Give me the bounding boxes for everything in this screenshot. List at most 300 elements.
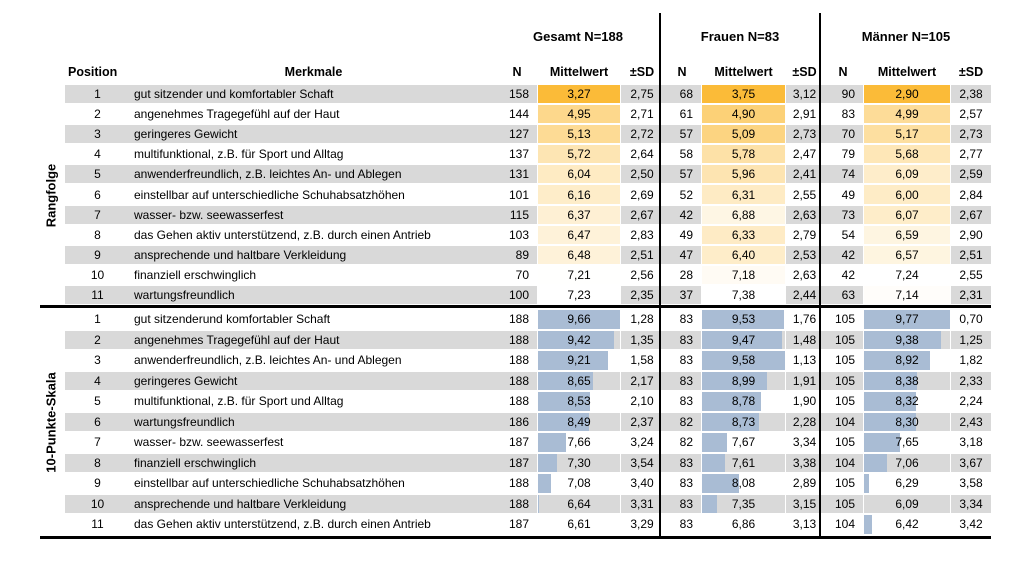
position-cell: 10 bbox=[90, 267, 105, 282]
mittelwert-value: 6,61 bbox=[567, 517, 591, 532]
sd-cell-frauen: 2,63 bbox=[786, 206, 823, 224]
sd-cell-frauen: 2,55 bbox=[792, 187, 817, 202]
mean-data-bar bbox=[702, 454, 725, 473]
n-cell-maenner: 90 bbox=[823, 85, 863, 103]
table-row bbox=[65, 474, 991, 493]
mittelwert-cell-frauen bbox=[701, 145, 786, 163]
mittelwert-cell-maenner bbox=[863, 372, 951, 391]
mittelwert-value: 6,86 bbox=[731, 517, 756, 532]
mittelwert-value: 3,75 bbox=[731, 87, 756, 102]
mittelwert-value: 9,77 bbox=[895, 312, 919, 327]
n-cell-maenner: 105 bbox=[834, 435, 855, 450]
column-header-mittelwert-frauen: Mittelwert bbox=[714, 65, 773, 79]
table-row bbox=[65, 413, 991, 432]
mittelwert-value: 9,58 bbox=[731, 353, 756, 368]
table-row bbox=[65, 310, 991, 329]
mittelwert-value: 8,78 bbox=[731, 394, 756, 409]
mean-data-bar bbox=[864, 474, 869, 493]
n-cell-frauen: 83 bbox=[663, 372, 701, 391]
sd-cell-gesamt: 2,67 bbox=[621, 206, 663, 224]
n-cell-maenner: 105 bbox=[823, 495, 863, 514]
mittelwert-cell-frauen bbox=[701, 286, 786, 304]
merkmal-cell: das Gehen aktiv unterstützend, z.B. durch einen Antrieb bbox=[134, 227, 431, 242]
group-header-maenner: Männer N=105 bbox=[861, 28, 951, 44]
mittelwert-value: 4,99 bbox=[895, 107, 919, 122]
n-cell-gesamt: 158 bbox=[497, 85, 537, 103]
merkmal-cell: ansprechende und haltbare Verkleidung bbox=[130, 495, 497, 514]
n-cell-frauen: 49 bbox=[679, 227, 693, 242]
mittelwert-cell-maenner bbox=[863, 474, 951, 493]
sd-cell-frauen: 2,44 bbox=[786, 286, 823, 304]
mittelwert-cell-gesamt bbox=[537, 433, 621, 452]
n-cell-frauen: 57 bbox=[663, 125, 701, 143]
sd-cell-maenner: 1,82 bbox=[959, 353, 983, 368]
sd-cell-maenner: 2,38 bbox=[951, 85, 991, 103]
mittelwert-value: 8,73 bbox=[731, 414, 756, 429]
n-cell-gesamt: 188 bbox=[508, 394, 529, 409]
table-row bbox=[65, 372, 991, 391]
group-header-gesamt: Gesamt N=188 bbox=[533, 28, 623, 44]
n-cell-maenner: 104 bbox=[823, 413, 863, 432]
sd-cell-maenner: 1,25 bbox=[951, 331, 991, 350]
sd-cell-gesamt: 1,58 bbox=[630, 353, 654, 368]
mittelwert-cell-frauen bbox=[701, 351, 786, 370]
mittelwert-value: 7,14 bbox=[895, 287, 919, 302]
n-cell-frauen: 28 bbox=[679, 267, 693, 282]
column-header-merkmale: Merkmale bbox=[284, 65, 343, 79]
mittelwert-cell-gesamt bbox=[537, 105, 621, 123]
sd-cell-maenner: 2,59 bbox=[951, 165, 991, 183]
n-cell-frauen: 52 bbox=[679, 187, 693, 202]
merkmal-cell: gut sitzender und komfortabler Schaft bbox=[130, 85, 497, 103]
mittelwert-cell-gesamt bbox=[537, 246, 621, 264]
n-cell-maenner: 42 bbox=[841, 267, 855, 282]
mean-data-bar bbox=[538, 474, 551, 493]
mittelwert-value: 9,66 bbox=[567, 312, 591, 327]
mittelwert-value: 6,59 bbox=[895, 227, 919, 242]
n-cell-gesamt: 100 bbox=[497, 286, 537, 304]
mittelwert-value: 6,42 bbox=[895, 517, 919, 532]
n-cell-gesamt: 115 bbox=[497, 206, 537, 224]
mittelwert-value: 6,47 bbox=[567, 227, 591, 242]
sd-cell-maenner: 2,57 bbox=[959, 107, 983, 122]
mittelwert-cell-gesamt bbox=[537, 85, 621, 103]
group-separator-line bbox=[819, 13, 822, 538]
mittelwert-value: 8,30 bbox=[895, 414, 919, 429]
sd-cell-frauen: 3,15 bbox=[786, 495, 823, 514]
position-cell: 9 bbox=[65, 246, 130, 264]
mittelwert-value: 7,23 bbox=[567, 287, 591, 302]
table-row bbox=[65, 226, 991, 244]
mittelwert-cell-frauen bbox=[701, 165, 786, 183]
column-header-mittelwert-maenner: Mittelwert bbox=[877, 65, 937, 79]
mittelwert-value: 4,90 bbox=[731, 107, 756, 122]
sd-cell-frauen: 2,28 bbox=[786, 413, 823, 432]
mittelwert-cell-gesamt bbox=[537, 413, 621, 432]
n-cell-frauen: 83 bbox=[679, 312, 693, 327]
merkmal-cell: angenehmes Tragegefühl auf der Haut bbox=[130, 331, 497, 350]
mittelwert-cell-frauen bbox=[701, 125, 786, 143]
n-cell-frauen: 57 bbox=[663, 165, 701, 183]
position-cell: 4 bbox=[94, 147, 101, 162]
mittelwert-cell-maenner bbox=[863, 515, 951, 534]
mittelwert-cell-maenner bbox=[863, 185, 951, 203]
mittelwert-cell-frauen bbox=[701, 413, 786, 432]
n-cell-gesamt: 188 bbox=[508, 476, 529, 491]
sd-cell-gesamt: 3,29 bbox=[630, 517, 654, 532]
mittelwert-value: 7,21 bbox=[567, 267, 591, 282]
n-cell-gesamt: 187 bbox=[497, 454, 537, 473]
position-cell: 8 bbox=[65, 454, 130, 473]
table-row bbox=[65, 246, 991, 264]
n-cell-gesamt: 70 bbox=[515, 267, 529, 282]
mittelwert-cell-gesamt bbox=[537, 206, 621, 224]
mittelwert-value: 5,17 bbox=[895, 127, 919, 142]
n-cell-frauen: 82 bbox=[663, 413, 701, 432]
mittelwert-cell-frauen bbox=[701, 266, 786, 284]
n-cell-maenner: 49 bbox=[841, 187, 855, 202]
n-cell-gesamt: 187 bbox=[508, 517, 529, 532]
n-cell-maenner: 105 bbox=[834, 394, 855, 409]
group-header-frauen: Frauen N=83 bbox=[700, 28, 780, 44]
sd-cell-frauen: 3,34 bbox=[792, 435, 817, 450]
mittelwert-cell-maenner bbox=[863, 286, 951, 304]
mittelwert-cell-maenner bbox=[863, 495, 951, 514]
table-row bbox=[65, 185, 991, 203]
mittelwert-cell-maenner bbox=[863, 85, 951, 103]
mittelwert-cell-gesamt bbox=[537, 474, 621, 493]
merkmal-cell: das Gehen aktiv unterstützend, z.B. durch einen Antrieb bbox=[134, 517, 431, 532]
sd-cell-gesamt: 2,71 bbox=[630, 107, 654, 122]
sd-cell-maenner: 2,31 bbox=[951, 286, 991, 304]
column-header-mittelwert-gesamt: Mittelwert bbox=[549, 65, 609, 79]
sd-cell-gesamt: 1,35 bbox=[621, 331, 663, 350]
n-cell-gesamt: 127 bbox=[497, 125, 537, 143]
sd-cell-frauen: 3,38 bbox=[786, 454, 823, 473]
mittelwert-value: 7,30 bbox=[567, 455, 591, 470]
column-header-n-maenner: N bbox=[838, 65, 848, 79]
sd-cell-maenner: 2,77 bbox=[959, 147, 983, 162]
sd-cell-gesamt: 2,83 bbox=[630, 227, 654, 242]
n-cell-gesamt: 186 bbox=[497, 413, 537, 432]
mean-data-bar bbox=[538, 454, 557, 473]
mittelwert-cell-maenner bbox=[863, 454, 951, 473]
sd-cell-maenner: 2,67 bbox=[951, 206, 991, 224]
mittelwert-value: 7,61 bbox=[731, 455, 756, 470]
sd-cell-gesamt: 2,17 bbox=[621, 372, 663, 391]
position-cell: 6 bbox=[65, 413, 130, 432]
n-cell-frauen: 83 bbox=[679, 353, 693, 368]
n-cell-frauen: 61 bbox=[679, 107, 693, 122]
sd-cell-frauen: 1,91 bbox=[786, 372, 823, 391]
mittelwert-value: 8,53 bbox=[567, 394, 591, 409]
group-separator-line bbox=[659, 13, 662, 538]
n-cell-frauen: 58 bbox=[679, 147, 693, 162]
merkmal-cell: geringeres Gewicht bbox=[130, 372, 497, 391]
sd-cell-frauen: 2,89 bbox=[792, 476, 817, 491]
position-cell: 9 bbox=[94, 476, 101, 491]
mittelwert-value: 5,13 bbox=[567, 127, 591, 142]
n-cell-frauen: 82 bbox=[679, 435, 693, 450]
sd-cell-maenner: 2,43 bbox=[951, 413, 991, 432]
mittelwert-cell-frauen bbox=[701, 246, 786, 264]
mittelwert-cell-maenner bbox=[863, 145, 951, 163]
mittelwert-cell-maenner bbox=[863, 246, 951, 264]
mittelwert-cell-frauen bbox=[701, 433, 786, 452]
mittelwert-value: 9,53 bbox=[731, 312, 756, 327]
sd-cell-gesamt: 3,24 bbox=[630, 435, 654, 450]
section-label-punkteskala: 10-Punkte-Skala bbox=[43, 372, 59, 473]
mittelwert-cell-gesamt bbox=[537, 226, 621, 244]
mittelwert-value: 6,37 bbox=[567, 207, 591, 222]
mittelwert-cell-gesamt bbox=[537, 331, 621, 350]
mittelwert-cell-maenner bbox=[863, 165, 951, 183]
sd-cell-gesamt: 3,31 bbox=[621, 495, 663, 514]
mittelwert-cell-maenner bbox=[863, 310, 951, 329]
mittelwert-cell-maenner bbox=[863, 226, 951, 244]
section-punkteskala bbox=[65, 310, 991, 536]
sd-cell-frauen: 1,13 bbox=[792, 353, 817, 368]
sd-cell-gesamt: 2,35 bbox=[621, 286, 663, 304]
mittelwert-value: 7,08 bbox=[567, 476, 591, 491]
table-row bbox=[65, 125, 991, 143]
n-cell-frauen: 42 bbox=[663, 206, 701, 224]
merkmal-cell: multifunktional, z.B. für Sport und Alltag bbox=[134, 147, 344, 162]
merkmal-cell: anwenderfreundlich, z.B. leichtes An- und Ablegen bbox=[134, 353, 402, 368]
sd-cell-gesamt: 2,50 bbox=[621, 165, 663, 183]
mittelwert-value: 6,40 bbox=[731, 247, 756, 262]
mittelwert-cell-maenner bbox=[863, 206, 951, 224]
mittelwert-value: 6,16 bbox=[567, 187, 591, 202]
n-cell-gesamt: 188 bbox=[497, 331, 537, 350]
mittelwert-value: 6,09 bbox=[895, 496, 919, 511]
sd-cell-frauen: 1,48 bbox=[786, 331, 823, 350]
n-cell-frauen: 83 bbox=[663, 331, 701, 350]
sd-cell-gesamt: 2,37 bbox=[621, 413, 663, 432]
position-cell: 2 bbox=[94, 107, 101, 122]
n-cell-gesamt: 137 bbox=[508, 147, 529, 162]
mittelwert-cell-gesamt bbox=[537, 515, 621, 534]
sd-cell-gesamt: 2,10 bbox=[630, 394, 654, 409]
n-cell-maenner: 83 bbox=[841, 107, 855, 122]
column-header-sd-maenner: ±SD bbox=[958, 65, 984, 79]
sd-cell-maenner: 3,67 bbox=[951, 454, 991, 473]
column-header-n-frauen: N bbox=[677, 65, 687, 79]
mittelwert-cell-gesamt bbox=[537, 372, 621, 391]
n-cell-frauen: 83 bbox=[679, 476, 693, 491]
merkmal-cell: wasser- bzw. seewasserfest bbox=[130, 206, 497, 224]
mean-data-bar bbox=[702, 495, 717, 514]
mittelwert-value: 6,29 bbox=[895, 476, 919, 491]
table-row bbox=[65, 351, 991, 370]
position-cell: 10 bbox=[65, 495, 130, 514]
position-cell: 1 bbox=[65, 85, 130, 103]
n-cell-maenner: 74 bbox=[823, 165, 863, 183]
sd-cell-frauen: 2,79 bbox=[792, 227, 817, 242]
n-cell-maenner: 63 bbox=[823, 286, 863, 304]
mean-data-bar bbox=[538, 433, 566, 452]
mittelwert-value: 8,38 bbox=[895, 373, 919, 388]
mittelwert-value: 6,64 bbox=[567, 496, 591, 511]
merkmal-cell: einstellbar auf unterschiedliche Schuhabsatzhöhen bbox=[134, 187, 405, 202]
sd-cell-frauen: 2,73 bbox=[786, 125, 823, 143]
mittelwert-cell-gesamt bbox=[537, 495, 621, 514]
n-cell-gesamt: 89 bbox=[497, 246, 537, 264]
table-row bbox=[65, 85, 991, 103]
section-separator-line bbox=[40, 305, 991, 308]
mittelwert-cell-gesamt bbox=[537, 165, 621, 183]
sd-cell-frauen: 2,63 bbox=[792, 267, 817, 282]
n-cell-gesamt: 131 bbox=[497, 165, 537, 183]
mittelwert-value: 5,68 bbox=[895, 147, 919, 162]
merkmal-cell: einstellbar auf unterschiedliche Schuhabsatzhöhen bbox=[134, 476, 405, 491]
sd-cell-gesamt: 2,51 bbox=[621, 246, 663, 264]
n-cell-maenner: 73 bbox=[823, 206, 863, 224]
table-row bbox=[65, 454, 991, 473]
mittelwert-cell-gesamt bbox=[537, 392, 621, 411]
table-bottom-border bbox=[40, 536, 991, 539]
mittelwert-value: 6,07 bbox=[895, 207, 919, 222]
mittelwert-value: 6,57 bbox=[895, 247, 919, 262]
n-cell-maenner: 105 bbox=[823, 331, 863, 350]
sd-cell-frauen: 2,53 bbox=[786, 246, 823, 264]
mittelwert-value: 9,42 bbox=[567, 332, 591, 347]
mittelwert-cell-frauen bbox=[701, 206, 786, 224]
mittelwert-value: 7,66 bbox=[567, 435, 591, 450]
sd-cell-gesamt: 2,56 bbox=[630, 267, 654, 282]
mittelwert-cell-gesamt bbox=[537, 266, 621, 284]
sd-cell-maenner: 3,42 bbox=[959, 517, 983, 532]
table-row bbox=[65, 266, 991, 284]
mean-data-bar bbox=[538, 495, 539, 514]
mittelwert-cell-maenner bbox=[863, 125, 951, 143]
sd-cell-maenner: 3,18 bbox=[959, 435, 983, 450]
merkmal-cell: ansprechende und haltbare Verkleidung bbox=[130, 246, 497, 264]
mittelwert-value: 8,65 bbox=[567, 373, 591, 388]
mittelwert-value: 7,35 bbox=[731, 496, 756, 511]
mittelwert-cell-gesamt bbox=[537, 351, 621, 370]
n-cell-gesamt: 101 bbox=[508, 187, 529, 202]
mittelwert-cell-gesamt bbox=[537, 286, 621, 304]
mittelwert-value: 6,09 bbox=[895, 167, 919, 182]
sd-cell-maenner: 2,55 bbox=[959, 267, 983, 282]
n-cell-maenner: 105 bbox=[834, 476, 855, 491]
merkmal-cell: multifunktional, z.B. für Sport und Alltag bbox=[134, 394, 344, 409]
mittelwert-value: 3,27 bbox=[567, 87, 591, 102]
n-cell-gesamt: 188 bbox=[508, 353, 529, 368]
n-cell-maenner: 104 bbox=[834, 517, 855, 532]
position-cell: 7 bbox=[65, 206, 130, 224]
mittelwert-value: 7,06 bbox=[895, 455, 919, 470]
table-row bbox=[65, 206, 991, 224]
table-row bbox=[65, 145, 991, 163]
mittelwert-cell-maenner bbox=[863, 351, 951, 370]
position-cell: 11 bbox=[91, 517, 104, 532]
n-cell-maenner: 79 bbox=[841, 147, 855, 162]
position-cell: 3 bbox=[94, 353, 101, 368]
mittelwert-cell-frauen bbox=[701, 85, 786, 103]
n-cell-maenner: 42 bbox=[823, 246, 863, 264]
mittelwert-value: 2,90 bbox=[895, 87, 919, 102]
n-cell-maenner: 105 bbox=[834, 353, 855, 368]
table-row bbox=[65, 286, 991, 304]
mittelwert-cell-frauen bbox=[701, 331, 786, 350]
sd-cell-frauen: 2,91 bbox=[792, 107, 817, 122]
mittelwert-value: 9,21 bbox=[567, 353, 591, 368]
mittelwert-value: 6,88 bbox=[731, 207, 756, 222]
position-cell: 7 bbox=[94, 435, 101, 450]
merkmal-cell: gut sitzenderund komfortabler Schaft bbox=[134, 312, 331, 327]
mittelwert-value: 7,18 bbox=[731, 267, 756, 282]
n-cell-frauen: 83 bbox=[679, 517, 693, 532]
mittelwert-value: 6,33 bbox=[731, 227, 756, 242]
mittelwert-value: 9,38 bbox=[895, 332, 919, 347]
mittelwert-cell-frauen bbox=[701, 226, 786, 244]
mittelwert-value: 9,47 bbox=[731, 332, 756, 347]
n-cell-frauen: 83 bbox=[663, 454, 701, 473]
position-cell: 8 bbox=[94, 227, 101, 242]
mittelwert-value: 6,00 bbox=[895, 187, 919, 202]
sd-cell-maenner: 2,73 bbox=[951, 125, 991, 143]
mittelwert-cell-frauen bbox=[701, 372, 786, 391]
mittelwert-cell-frauen bbox=[701, 515, 786, 534]
merkmal-cell: wasser- bzw. seewasserfest bbox=[134, 435, 284, 450]
mean-data-bar bbox=[864, 515, 872, 534]
merkmal-cell: wartungsfreundlich bbox=[130, 286, 497, 304]
table-row bbox=[65, 331, 991, 350]
sd-cell-gesamt: 2,64 bbox=[630, 147, 654, 162]
position-cell: 11 bbox=[65, 286, 130, 304]
mittelwert-cell-frauen bbox=[701, 454, 786, 473]
n-cell-gesamt: 188 bbox=[497, 495, 537, 514]
mittelwert-cell-frauen bbox=[701, 185, 786, 203]
mittelwert-value: 8,32 bbox=[895, 394, 919, 409]
mittelwert-cell-frauen bbox=[701, 474, 786, 493]
column-header-row bbox=[65, 62, 991, 82]
sd-cell-gesamt: 2,72 bbox=[621, 125, 663, 143]
position-cell: 5 bbox=[94, 394, 101, 409]
mittelwert-cell-frauen bbox=[701, 105, 786, 123]
mittelwert-cell-frauen bbox=[701, 495, 786, 514]
mittelwert-cell-maenner bbox=[863, 266, 951, 284]
mittelwert-value: 4,95 bbox=[567, 107, 591, 122]
sd-cell-maenner: 2,90 bbox=[959, 227, 983, 242]
mittelwert-cell-maenner bbox=[863, 331, 951, 350]
mittelwert-value: 8,49 bbox=[567, 414, 591, 429]
merkmal-cell: geringeres Gewicht bbox=[130, 125, 497, 143]
sd-cell-frauen: 2,41 bbox=[786, 165, 823, 183]
mittelwert-value: 7,65 bbox=[895, 435, 919, 450]
mittelwert-value: 5,09 bbox=[731, 127, 756, 142]
mittelwert-value: 8,92 bbox=[895, 353, 919, 368]
merkmal-cell: wartungsfreundlich bbox=[130, 413, 497, 432]
mittelwert-cell-maenner bbox=[863, 433, 951, 452]
column-header-n-gesamt: N bbox=[512, 65, 522, 79]
mittelwert-value: 6,04 bbox=[567, 167, 591, 182]
sd-cell-maenner: 2,33 bbox=[951, 372, 991, 391]
mittelwert-cell-maenner bbox=[863, 392, 951, 411]
mittelwert-value: 7,67 bbox=[731, 435, 756, 450]
sd-cell-gesamt: 3,40 bbox=[630, 476, 654, 491]
position-cell: 6 bbox=[94, 187, 101, 202]
mittelwert-value: 8,08 bbox=[731, 476, 756, 491]
table-row bbox=[65, 105, 991, 123]
n-cell-maenner: 54 bbox=[841, 227, 855, 242]
n-cell-maenner: 105 bbox=[834, 312, 855, 327]
sd-cell-maenner: 2,24 bbox=[959, 394, 983, 409]
mittelwert-cell-gesamt bbox=[537, 310, 621, 329]
mittelwert-value: 5,72 bbox=[567, 147, 591, 162]
